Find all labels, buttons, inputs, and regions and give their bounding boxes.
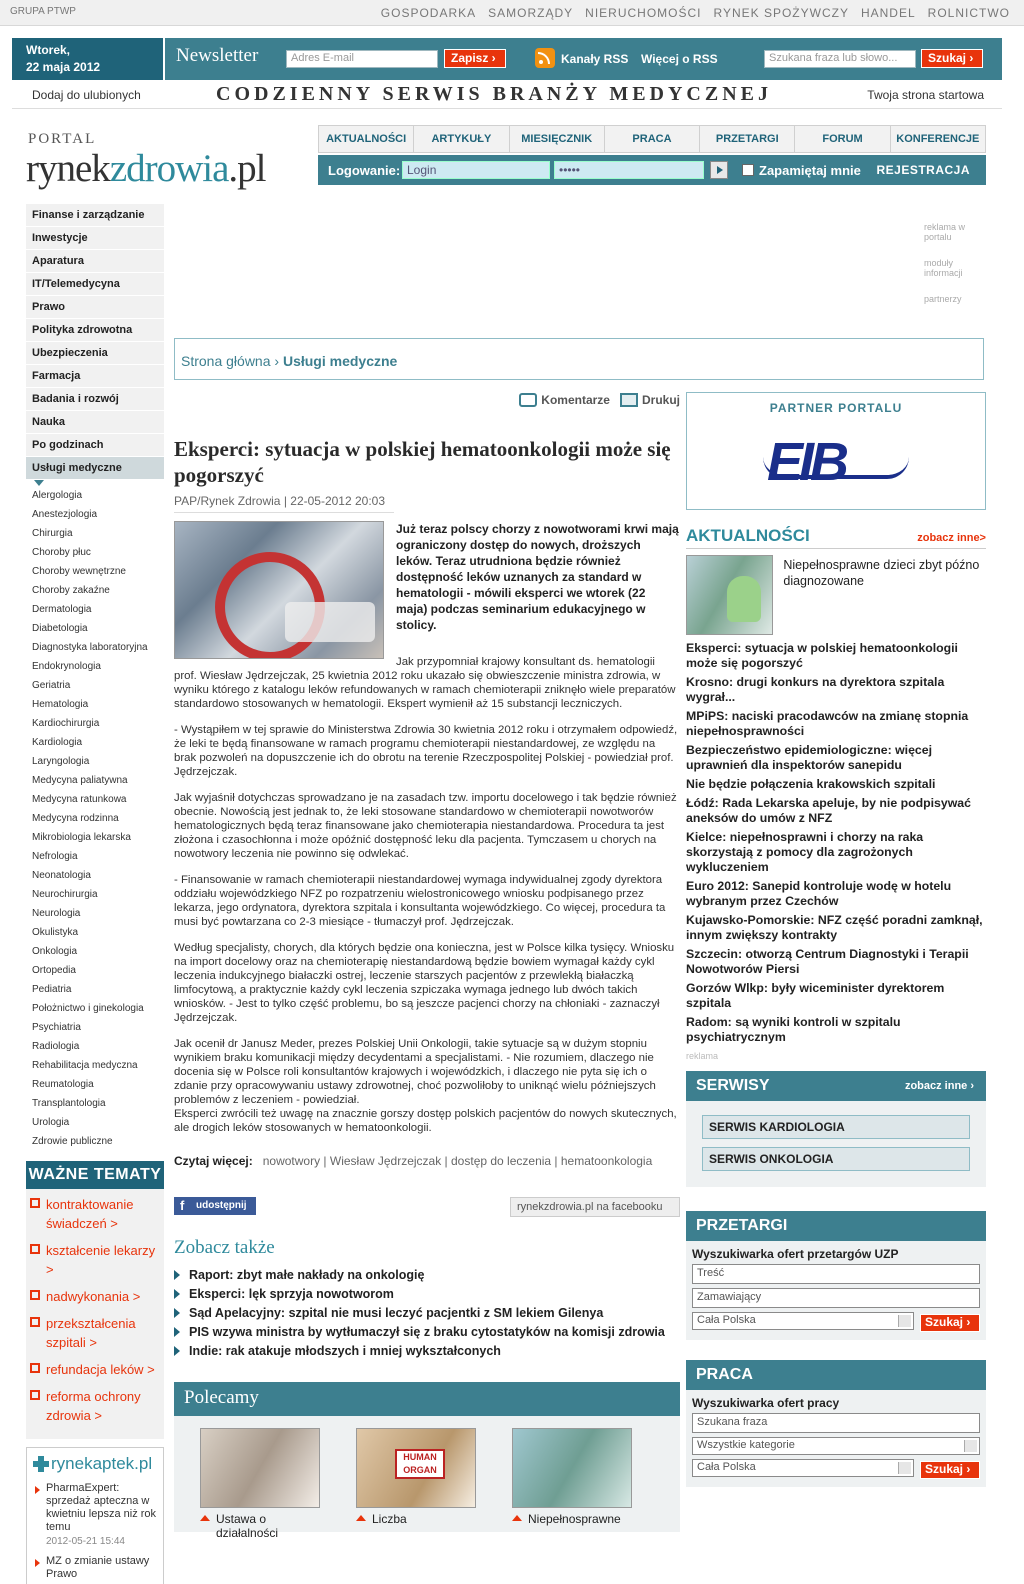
subcategory-item[interactable]: Alergologia [32, 490, 83, 501]
news-item[interactable]: Radom: są wyniki kontroli w szpitalu psychiatrycznym [686, 1015, 901, 1044]
logo-part-rynek: rynek [26, 147, 110, 190]
bullet-icon [30, 1290, 40, 1300]
recommended-item[interactable] [200, 1428, 320, 1540]
bullet-icon [30, 1363, 40, 1373]
article-paragraph: Według specjalisty, chorych, dla których będzie ona konieczna, jest w Polsce kilka tysięcy. Wniosku na import docelowy oraz na chemioterapię niestandardową będzie bowiem wymagał każdy cykl leczenia indukcyjnego białaczki ostrej, leczenie starszych pacjentów z przewlekłą białaczką limfocytową, a praktycznie każdy cykl leczenia szpiczaka wymaga jednego lub dwóch takich wniosków. - Jest to tylko część problemu, bo są jeszcze pacjenci chorzy na chłoniaki - zaznaczył Jędrzejczak. [174, 942, 675, 1024]
recommended-image [200, 1428, 320, 1508]
news-list [686, 641, 986, 1049]
breadcrumb-current[interactable]: Usługi medyczne [282, 353, 398, 369]
subcategory-item[interactable]: Neurologia [32, 908, 81, 919]
serwisy-list [686, 1101, 986, 1187]
category-badania[interactable]: Badania i rozwój [26, 388, 164, 411]
przetargi-title: PRZETARGI [696, 1217, 788, 1234]
important-item-label: kontraktowanie świadczeń > [46, 1197, 134, 1231]
register-link[interactable]: REJESTRACJA [876, 163, 970, 177]
logo-portal-label: PORTAL [28, 131, 97, 147]
apteki-news-item[interactable] [33, 1482, 157, 1547]
see-also-item[interactable] [174, 1265, 680, 1284]
article-paragraph: Jak przypomniał krajowy konsultant ds. hematologii prof. Wiesław Jędrzejczak, 25 kwietnia 2012 roku ukazało się obwieszczenie ministra zdrowia, w wyniku którego z katalogu leków refundowanych w ramach chemioterapii zniknęło wiele preparatów standardowo stosowanych w hematologii. Ekspert wymienił aż 15 substancji leczniczych. [174, 656, 676, 710]
nav-praca[interactable]: PRACA [605, 126, 700, 152]
divider [12, 108, 1002, 109]
news-item[interactable]: Kujawsko-Pomorskie: NFZ część poradni zamknął, innym zwiększy kontrakty [686, 913, 983, 942]
subcategory-item[interactable]: Geriatria [32, 680, 71, 691]
important-item[interactable] [30, 1241, 160, 1279]
subcategory-item[interactable]: Położnictwo i ginekologia [32, 1003, 144, 1014]
serwis-kardiologia-button[interactable]: SERWIS KARDIOLOGIA [702, 1115, 970, 1139]
subcategory-item[interactable]: Rehabilitacja medyczna [32, 1060, 138, 1071]
praca-search-button[interactable]: Szukaj › [920, 1461, 980, 1479]
przetargi-form-title: Wyszukiwarka ofert przetargów UZP [692, 1247, 899, 1261]
subcategory-item[interactable]: Transplantologia [32, 1098, 106, 1109]
remember-checkbox[interactable] [742, 164, 754, 176]
category-polityka[interactable]: Polityka zdrowotna [26, 319, 164, 342]
important-item-label: kształcenie lekarzy > [46, 1243, 156, 1277]
newsletter-email-input[interactable]: Adres E-mail [286, 50, 438, 68]
login-input[interactable]: Login [402, 161, 550, 179]
group-link-nieruchomosci[interactable]: NIERUCHOMOŚCI [585, 6, 702, 20]
date-box [12, 38, 165, 80]
print-label: Drukuj [641, 392, 680, 407]
site-slogan: CODZIENNY SERWIS BRANŻY MEDYCZNEJ [216, 83, 772, 105]
przetargi-buyer-input[interactable]: Zamawiający [692, 1288, 980, 1308]
rynekaptek-box [26, 1447, 164, 1584]
comment-icon [519, 393, 537, 407]
see-also-item[interactable] [174, 1303, 680, 1322]
subcategory-item[interactable]: Choroby zakaźne [32, 585, 110, 596]
ad-link-moduly[interactable]: moduły informacji [924, 258, 963, 278]
praca-region-select[interactable]: Cała Polska [692, 1459, 914, 1477]
arrow-icon [35, 1559, 40, 1567]
subcategory-item[interactable]: Chirurgia [32, 528, 73, 539]
przetargi-content-input[interactable]: Treść [692, 1264, 980, 1284]
subcategory-item[interactable]: Nefrologia [32, 851, 78, 862]
praca-search-label: Szukaj [925, 1462, 964, 1476]
news-item[interactable]: Gorzów Wlkp: były wiceminister dyrektorem szpitala [686, 981, 945, 1010]
share-row [174, 1197, 680, 1219]
news-featured-image [686, 555, 773, 635]
see-also-item[interactable] [174, 1341, 680, 1360]
news-item[interactable]: Krosno: drugi konkurs na dyrektora szpitala wygrał... [686, 675, 945, 704]
news-more-link[interactable]: zobacz inne> [917, 532, 986, 544]
eib-logo: EIB [767, 432, 846, 492]
see-also-item[interactable] [174, 1322, 680, 1341]
arrow-up-icon [512, 1515, 522, 1521]
nav-przetargi[interactable]: PRZETARGI [700, 126, 795, 152]
important-topics-head: WAŻNE TEMATY [26, 1161, 164, 1189]
subcategory-item[interactable]: Pediatria [32, 984, 72, 995]
date-weekday: Wtorek, [26, 43, 71, 57]
login-submit-arrow-icon[interactable] [710, 161, 728, 179]
subcategory-item[interactable]: Endokrynologia [32, 661, 101, 672]
group-link-rynek-spozywczy[interactable]: RYNEK SPOŻYWCZY [713, 6, 849, 20]
article-content [174, 521, 680, 1135]
arrow-icon [174, 1308, 180, 1318]
category-uslugi-medyczne[interactable]: Usługi medyczne [26, 457, 164, 480]
article-tools [174, 390, 680, 410]
ad-links [924, 222, 994, 320]
praca-head [686, 1360, 986, 1390]
recommended-head: Polecamy [174, 1382, 680, 1416]
category-it[interactable]: IT/Telemedycyna [26, 273, 164, 296]
subcategory-item[interactable]: Urologia [32, 1117, 70, 1128]
main-nav [318, 125, 986, 153]
article-paragraph: Jak wyjaśnił dotychczas sprowadzano je na zasadach tzw. importu docelowego i tak będzie również obecnie. Nowością jest jednak to, że leki stosowane standardowo w chemioterapii nowotworów hematologicznych będą teraz finansowane jako chemioterapia niestandardowa. Procedura ta jest złożona i czasochłonna i może opóźnić dostępność leku dla pacjenta. Tymczasem u chorych na nowotwory leczenia nie powinno się odwlekać. [174, 792, 677, 860]
apteki-news-date: 2012-05-21 15:44 [46, 1536, 125, 1547]
news-item[interactable]: Kielce: niepełnosprawni i chorzy na raka skorzystają z pomocy dla zagrożonych wykluczeniem [686, 830, 924, 874]
arrow-icon [174, 1289, 180, 1299]
news-head [686, 526, 986, 549]
subcategory-item[interactable]: Hematologia [32, 699, 89, 710]
header-bar [12, 38, 1002, 80]
partner-label: PARTNER PORTALU [769, 401, 903, 415]
category-farmacja[interactable]: Farmacja [26, 365, 164, 388]
praca-title: PRACA [696, 1366, 753, 1383]
cross-icon [33, 1456, 49, 1472]
subcategory-item[interactable]: Medycyna paliatywna [32, 775, 128, 786]
recommended-item[interactable] [512, 1428, 632, 1540]
recommended-image [356, 1428, 476, 1508]
newsletter-subscribe-button[interactable]: Zapisz › [444, 49, 506, 68]
group-link-gospodarka[interactable]: GOSPODARKA [380, 6, 477, 20]
news-item[interactable]: Szczecin: otworzą Centrum Diagnostyki i Terapii Nowotworów Piersi [686, 947, 969, 976]
group-bar [0, 0, 1024, 26]
praca-category-select[interactable]: Wszystkie kategorie [692, 1437, 980, 1455]
news-item[interactable]: Eksperci: sytuacja w polskiej hematoonkologii może się pogorszyć [686, 641, 958, 670]
read-more [174, 1153, 680, 1169]
important-item[interactable] [30, 1195, 160, 1233]
group-links [381, 6, 1010, 20]
site-logo[interactable] [26, 146, 266, 191]
category-finanse[interactable]: Finanse i zarządzanie [26, 204, 164, 227]
przetargi-search-button[interactable]: Szukaj › [920, 1314, 980, 1332]
arrow-icon [35, 1486, 40, 1494]
group-link-handel[interactable]: HANDEL [860, 6, 916, 20]
subcategory-item[interactable]: Onkologia [32, 946, 78, 957]
important-topics-list [26, 1189, 164, 1439]
recommended-item[interactable] [356, 1428, 476, 1540]
see-also-head: Zobacz także [174, 1237, 275, 1258]
see-also-item[interactable] [174, 1284, 680, 1303]
przetargi-head [686, 1211, 986, 1241]
rss-link[interactable]: Kanały RSS [561, 52, 629, 66]
arrow-up-icon [200, 1515, 210, 1521]
see-also-label: Raport: zbyt małe nakłady na onkologię [189, 1267, 425, 1282]
see-also [174, 1237, 680, 1360]
right-sidebar [686, 392, 986, 1487]
news-item[interactable]: Bezpieczeństwo epidemiologiczne: więcej uprawnień dla inspektorów sanepidu [686, 743, 932, 772]
subcategory-item[interactable]: Mikrobiologia lekarska [32, 832, 131, 843]
arrow-icon [174, 1270, 180, 1280]
arrow-icon [174, 1346, 180, 1356]
praca-form [686, 1390, 986, 1487]
ad-label: reklama [686, 1051, 719, 1061]
serwisy-title: SERWISY [696, 1077, 770, 1094]
article-lead: Już teraz polscy chorzy z nowotworami krwi mają ograniczony dostęp do nowych, droższych leków. Teraz utrudniona będzie również dostępność leków uznanych za standard w hematologii - mówili eksperci we wtorek (22 maja) podczas seminarium edukacyjnego w stolicy. [396, 522, 679, 632]
subcategory-list [26, 486, 164, 1151]
see-also-label: Eksperci: lęk sprzyja nowotworom [189, 1286, 394, 1301]
rynekaptek-logo-text: rynekaptek.pl [51, 1454, 153, 1473]
article-meta: PAP/Rynek Zdrowia | 22-05-2012 20:03 [174, 494, 394, 513]
search-input[interactable]: Szukana fraza lub słowo... [764, 50, 916, 68]
subcategory-item[interactable]: Dermatologia [32, 604, 92, 615]
login-label: Logowanie: [328, 163, 401, 178]
subcategory-item[interactable]: Laryngologia [32, 756, 90, 767]
important-item[interactable] [30, 1287, 160, 1306]
breadcrumb-separator: › [274, 353, 280, 369]
bullet-icon [30, 1244, 40, 1254]
news-featured[interactable] [686, 555, 986, 635]
bullet-icon [30, 1317, 40, 1327]
przetargi-row [692, 1312, 980, 1334]
subcategory-item[interactable]: Neonatologia [32, 870, 91, 881]
facebook-share-button[interactable]: f udostępnij [174, 1197, 256, 1215]
praca-form-title: Wyszukiwarka ofert pracy [692, 1396, 840, 1410]
nav-konferencje[interactable]: KONFERENCJE [896, 133, 980, 145]
arrow-up-icon [356, 1515, 366, 1521]
apteki-news-text: PharmaExpert: sprzedaż apteczna w kwietniu lepsza niż rok temu [46, 1482, 157, 1533]
portal-partner-box[interactable] [686, 392, 986, 510]
important-item-label: nadwykonania > [46, 1289, 141, 1304]
logo-part-pl: .pl [228, 147, 266, 190]
see-also-label: Sąd Apelacyjny: szpital nie musi leczyć pacjentki z SM lekiem Gilenya [189, 1305, 604, 1320]
read-more-label: Czytaj więcej: [174, 1154, 253, 1168]
serwisy-head [686, 1071, 986, 1101]
recommended-label: Liczba [372, 1512, 407, 1526]
news-item[interactable]: MPiPS: naciski pracodawców na zmianę stopnia niepełnosprawności [686, 709, 969, 738]
comments-label: Komentarze [541, 392, 610, 407]
praca-phrase-input[interactable]: Szukana fraza [692, 1413, 980, 1433]
subcategory-item[interactable]: Diagnostyka laboratoryjna [32, 642, 148, 653]
subcategory-item[interactable]: Radiologia [32, 1041, 80, 1052]
serwis-onkologia-button[interactable]: SERWIS ONKOLOGIA [702, 1147, 970, 1171]
nav-forum[interactable]: FORUM [795, 126, 890, 152]
comments-link[interactable] [519, 393, 610, 408]
subcategory-item[interactable]: Choroby płuc [32, 547, 91, 558]
subcategory-item[interactable]: Zdrowie publiczne [32, 1136, 113, 1147]
important-item-label: przekształcenia szpitali > [46, 1316, 136, 1350]
recommended-caption [200, 1512, 320, 1540]
serwisy-more-link[interactable]: zobacz inne › [904, 1080, 974, 1092]
arrow-icon [174, 1327, 180, 1337]
nav-miesiecznik[interactable]: MIESIĘCZNIK [510, 126, 605, 152]
important-item-label: reforma ochrony zdrowia > [46, 1389, 141, 1423]
praca-row [692, 1459, 980, 1481]
date-day: 22 maja 2012 [26, 60, 101, 74]
recommended-box [174, 1382, 680, 1540]
przetargi-search-label: Szukaj [925, 1315, 964, 1329]
add-favorites-link[interactable]: Dodaj do ulubionych [32, 88, 141, 102]
important-item[interactable] [30, 1387, 160, 1425]
recommended-items [200, 1428, 632, 1540]
category-nauka[interactable]: Nauka [26, 411, 164, 434]
apteki-news-item[interactable] [33, 1555, 157, 1581]
group-link-rolnictwo[interactable]: ROLNICTWO [927, 6, 1010, 20]
important-item-label: refundacja leków > [46, 1362, 155, 1377]
recommended-image [512, 1428, 632, 1508]
bullet-icon [30, 1198, 40, 1208]
search-button[interactable]: Szukaj › [921, 49, 983, 68]
nav-aktualnosci[interactable]: AKTUALNOŚCI [319, 126, 414, 152]
subcategory-item[interactable]: Anestezjologia [32, 509, 98, 520]
subcategory-item[interactable]: Kardiologia [32, 737, 83, 748]
subcategory-item[interactable]: Medycyna ratunkowa [32, 794, 127, 805]
breadcrumb [174, 338, 984, 380]
subcategory-item[interactable]: Reumatologia [32, 1079, 94, 1090]
category-ubezpieczenia[interactable]: Ubezpieczenia [26, 342, 164, 365]
logo-part-zdrowia: zdrowia [109, 147, 229, 190]
group-link-samorzady[interactable]: SAMORZĄDY [488, 6, 574, 20]
recommended-caption [512, 1512, 632, 1526]
login-bar [318, 155, 986, 185]
recommended-label: Ustawa o działalności [216, 1512, 279, 1540]
news-item[interactable]: Nie będzie połączenia krakowskich szpitali [686, 777, 936, 791]
subcategory-item[interactable]: Medycyna rodzinna [32, 813, 119, 824]
rss-icon[interactable] [535, 48, 555, 68]
category-po-godzinach[interactable]: Po godzinach [26, 434, 164, 457]
image-label: HUMAN ORGAN [395, 1449, 445, 1479]
breadcrumb-home[interactable]: Strona główna [181, 353, 271, 369]
article-paragraph: - Wystąpiłem w tej sprawie do Ministerstwa Zdrowia 30 kwietnia 2012 roku i otrzymałem odpowiedź, że leki te będą finansowane w ramach programu chemioterapii niestandardowej, ze względu na brak pozwoleń na dopuszczenie ich do obrotu na terenie Rzeczpospolitej Polskiej - powiedział prof. Jędrzejczak. [174, 724, 678, 778]
recommended-caption [356, 1512, 476, 1526]
apteki-news-text: MZ o zmianie ustawy Prawo [46, 1555, 150, 1580]
przetargi-region-select[interactable]: Cała Polska [692, 1312, 914, 1330]
print-icon [620, 393, 638, 407]
rss-more-link[interactable]: Więcej o RSS [641, 52, 718, 66]
see-also-label: Indie: rak atakuje młodszych i mniej wykształconych [189, 1343, 501, 1358]
rynekaptek-logo[interactable] [33, 1454, 157, 1474]
article-body [174, 655, 680, 1135]
bullet-icon [30, 1390, 40, 1400]
left-sidebar [26, 204, 164, 1584]
article [174, 390, 680, 1540]
news-item[interactable]: Łódź: Rada Lekarska apeluje, by nie podpisywać aneksów do umów z NFZ [686, 796, 971, 825]
news-item[interactable]: Euro 2012: Sanepid kontroluje wodę w hotelu wybranym przez Czechów [686, 879, 952, 908]
przetargi-form [686, 1241, 986, 1340]
subcategory-item[interactable]: Okulistyka [32, 927, 79, 938]
see-also-label: PIS wzywa ministra by wytłumaczył się z braku cytostatyków na komisji zdrowia [189, 1324, 665, 1339]
subcategory-item[interactable]: Choroby wewnętrzne [32, 566, 126, 577]
group-label: GRUPA PTWP [10, 6, 76, 17]
article-tags[interactable]: nowotwory | Wiesław Jędrzejczak | dostęp do leczenia | hematoonkologia [262, 1154, 653, 1168]
newsletter-label: Newsletter [176, 45, 259, 66]
article-paragraph: Jak ocenił dr Janusz Meder, prezes Polskiej Unii Onkologii, takie sytuacje są w dużym stopniu wynikiem braku komunikacji między decydentami a specjalistami. - Nie rozumiem, dlaczego nie docenia się w Polsce roli konsultantów krajowych i wojewódzkich, i dlaczego nie pyta się ich o zdanie przy opracowywaniu ustawy zdrowotnej, choć pozwoliłoby to uniknąć wielu późniejszych problemów z leczeniem - powiedział. Eksperci zwrócili też uwagę na znacznie gorszy dostęp polskich pacjentów do nowych skutecznych, ale drogich leków stosowanych w hematoonkologii. [174, 1038, 677, 1134]
ad-link-partnerzy[interactable]: partnerzy [924, 294, 962, 304]
article-photo [174, 521, 384, 659]
set-homepage-link[interactable]: Twoja strona startowa [867, 88, 984, 102]
important-item[interactable] [30, 1360, 160, 1379]
category-aparatura[interactable]: Aparatura [26, 250, 164, 273]
subscribe-label: Zapisz [451, 51, 489, 65]
news-head-title: AKTUALNOŚCI [686, 526, 810, 545]
category-inwestycje[interactable]: Inwestycje [26, 227, 164, 250]
subcategory-item[interactable]: Neurochirurgia [32, 889, 98, 900]
article-title: Eksperci: sytuacja w polskiej hematoonkologii może się pogorszyć [174, 437, 671, 487]
facebook-page-link[interactable]: rynekzdrowia.pl na facebooku [510, 1197, 680, 1217]
subcategory-item[interactable]: Diabetologia [32, 623, 88, 634]
news-featured-title: Niepełnosprawne dzieci zbyt późno diagnozowane [783, 558, 980, 588]
print-link[interactable] [620, 393, 680, 408]
recommended-label: Niepełnosprawne [528, 1512, 621, 1526]
search-label: Szukaj [928, 51, 967, 65]
article-paragraph: - Finansowanie w ramach chemioterapii niestandardowej wymaga indywidualnej zgody dyrektora oddziału wojewódzkiego NFZ po rozpatrzeniu wielostronicowego wniosku podpisanego przez lekarza, jego ordynatora, dyrektora szpitala i konsultanta wojewódzkiego. Co więcej, procedura ta musi być powtarzana co 2-3 miesiące - tłumaczył prof. Jędrzejczak. [174, 874, 666, 928]
category-prawo[interactable]: Prawo [26, 296, 164, 319]
ad-area [174, 204, 914, 324]
remember-label: Zapamiętaj mnie [759, 163, 861, 178]
photo-detail [285, 602, 375, 642]
subcategory-item[interactable]: Ortopedia [32, 965, 76, 976]
important-item[interactable] [30, 1314, 160, 1352]
password-input[interactable]: ••••• [554, 161, 704, 179]
ad-link-reklama[interactable]: reklama w portalu [924, 222, 966, 242]
subcategory-item[interactable]: Psychiatria [32, 1022, 81, 1033]
subcategory-item[interactable]: Kardiochirurgia [32, 718, 100, 729]
nav-artykuly[interactable]: ARTYKUŁY [414, 126, 509, 152]
